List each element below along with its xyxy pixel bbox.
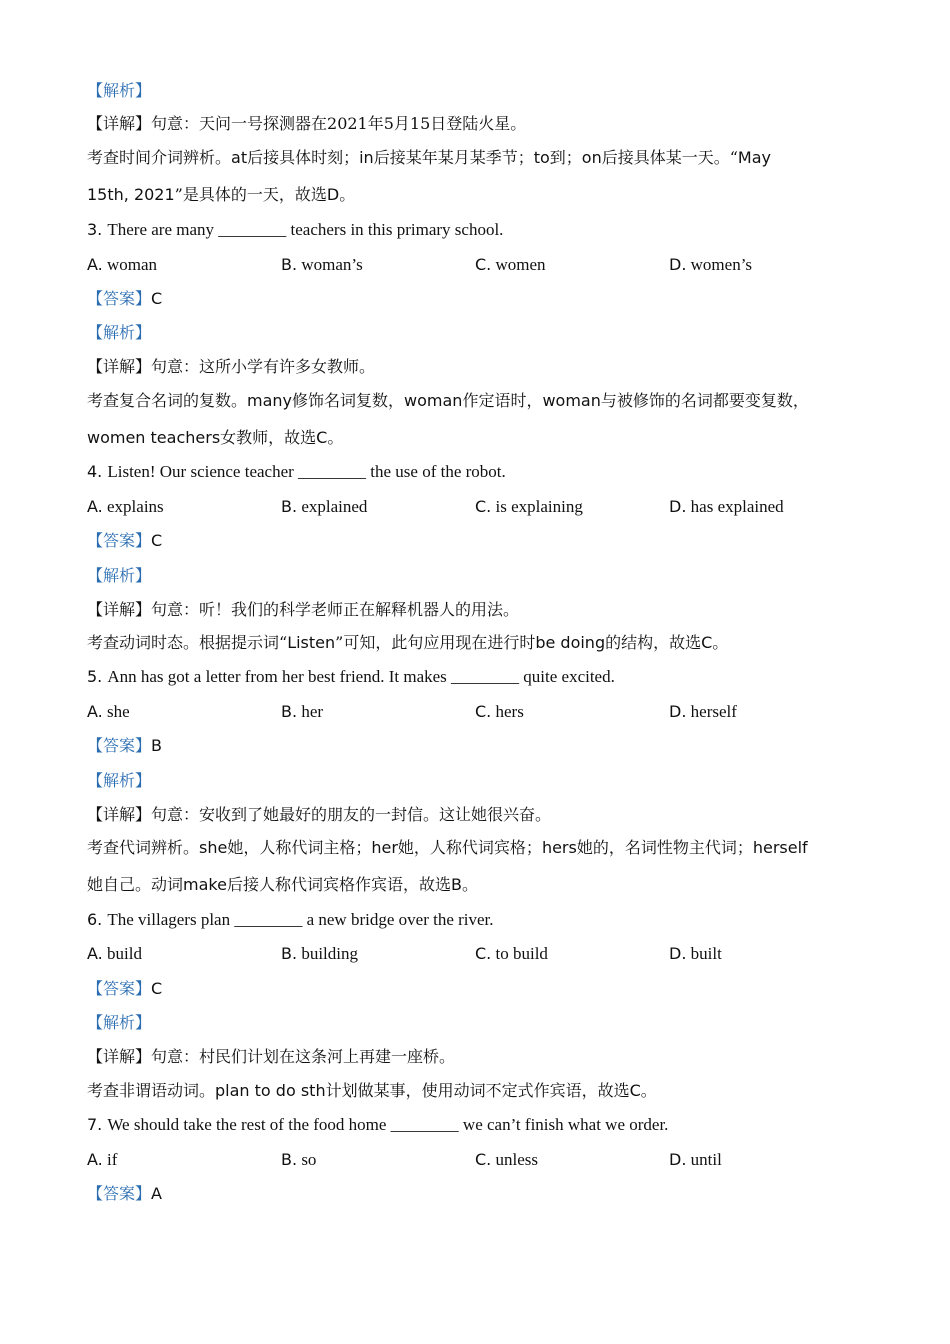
option-a [87,1150,117,1170]
option-text: is explaining [491,497,583,516]
option-text: build [102,944,142,963]
option-letter: A. [87,702,103,721]
option-letter: C. [475,1150,492,1169]
question-line [87,220,503,240]
analysis-line [87,566,151,586]
option-letter: C. [475,944,492,963]
option-text: to build [491,944,548,963]
question-line [87,462,506,482]
option-text: woman [102,255,158,274]
analysis-label: 【解析】 [87,81,152,100]
question-number: 6. [87,910,108,929]
detail-line [87,357,375,377]
option-c [475,944,548,964]
option-letter: A. [87,497,103,516]
analysis-label: 【解析】 [87,771,152,790]
option-text: explained [297,497,368,516]
explanation-text: women teachers女教师，故选C。 [87,428,344,447]
explanation-text: 考查非谓语动词。plan to do sth计划做某事，使用动词不定式作宾语，故选C。 [87,1081,657,1100]
option-d [669,255,752,275]
explanation-text: 考查时间介词辨析。at后接具体时刻；in后接某年某月某季节；to到；on后接具体某一天。“May [87,148,771,167]
option-a [87,944,142,964]
option-text: so [297,1150,317,1169]
option-b [281,944,358,964]
option-c [475,1150,538,1170]
option-letter: B. [281,1150,298,1169]
detail-text: 句意：这所小学有许多女教师。 [151,357,376,376]
option-letter: C. [475,702,492,721]
option-text: if [102,1150,118,1169]
option-letter: D. [669,497,687,516]
answer-label: 【答案】 [87,289,152,308]
option-letter: B. [281,255,298,274]
option-text: women’s [686,255,753,274]
answer-value: C [151,289,163,308]
detail-text: 句意：听！我们的科学老师正在解释机器人的用法。 [151,600,520,619]
option-letter: A. [87,1150,103,1169]
explanation-text: 她自己。动词make后接人称代词宾格作宾语，故选B。 [87,875,478,894]
answer-line [87,289,162,309]
analysis-label: 【解析】 [87,1013,152,1032]
question-stem: There are many ________ teachers in this primary school. [107,220,504,239]
answer-line [87,736,162,756]
question-stem: We should take the rest of the food home ________ we can’t finish what we order. [107,1115,669,1134]
note-line [87,875,478,895]
question-line [87,1115,668,1135]
note-line [87,428,343,448]
answer-value: C [151,531,163,550]
analysis-line [87,1013,151,1033]
answer-value: A [151,1184,162,1203]
option-letter: B. [281,497,298,516]
note-line [87,838,808,858]
detail-label: 【详解】 [87,357,152,376]
explanation-text: 考查动词时态。根据提示词“Listen”可知，此句应用现在进行时be doing的结构，故选C。 [87,633,729,652]
option-c [475,497,583,517]
option-text: explains [102,497,164,516]
option-letter: D. [669,944,687,963]
answer-value: B [151,736,162,755]
option-text: unless [491,1150,539,1169]
option-text: her [297,702,324,721]
detail-label: 【详解】 [87,805,152,824]
detail-line [87,114,526,134]
detail-label: 【详解】 [87,600,152,619]
option-d [669,1150,722,1170]
explanation-text: 15th, 2021”是具体的一天，故选D。 [87,185,356,204]
analysis-line [87,81,151,101]
question-number: 5. [87,667,108,686]
option-c [475,255,546,275]
analysis-line [87,323,151,343]
answer-label: 【答案】 [87,531,152,550]
option-text: built [686,944,722,963]
explanation-text: 考查代词辨析。she她，人称代词主格；her她，人称代词宾格；hers她的，名词性物主代词；herself [87,838,808,857]
option-c [475,702,524,722]
note-line [87,391,809,411]
option-letter: D. [669,1150,687,1169]
option-letter: B. [281,702,298,721]
question-stem: The villagers plan ________ a new bridge over the river. [107,910,494,929]
option-text: until [686,1150,722,1169]
option-letter: D. [669,702,687,721]
option-text: herself [686,702,737,721]
question-line [87,910,494,930]
question-stem: Ann has got a letter from her best friend. It makes ________ quite excited. [107,667,615,686]
question-stem: Listen! Our science teacher ________ the use of the robot. [107,462,506,481]
option-a [87,702,130,722]
answer-line [87,1184,162,1204]
option-text: has explained [686,497,784,516]
option-letter: C. [475,255,492,274]
answer-value: C [151,979,163,998]
option-text: hers [491,702,524,721]
detail-label: 【详解】 [87,1047,152,1066]
option-letter: B. [281,944,298,963]
answer-label: 【答案】 [87,979,152,998]
answer-label: 【答案】 [87,736,152,755]
question-number: 7. [87,1115,108,1134]
option-b [281,497,367,517]
option-letter: C. [475,497,492,516]
option-text: women [491,255,546,274]
question-number: 3. [87,220,108,239]
option-text: she [102,702,130,721]
detail-text: 句意：天问一号探测器在2021年5月15日登陆火星。 [151,114,527,133]
detail-label: 【详解】 [87,114,152,133]
detail-line [87,805,551,825]
detail-line [87,1047,455,1067]
detail-text: 句意：村民们计划在这条河上再建一座桥。 [151,1047,456,1066]
option-letter: A. [87,255,103,274]
option-d [669,702,737,722]
note-line [87,148,771,168]
question-line [87,667,615,687]
option-letter: A. [87,944,103,963]
note-line [87,185,355,205]
detail-line [87,600,519,620]
analysis-label: 【解析】 [87,566,152,585]
option-d [669,497,784,517]
answer-line [87,979,162,999]
detail-text: 句意：安收到了她最好的朋友的一封信。这让她很兴奋。 [151,805,552,824]
question-number: 4. [87,462,108,481]
note-line [87,633,728,653]
option-b [281,1150,316,1170]
explanation-text: 考查复合名词的复数。many修饰名词复数，woman作定语时，woman与被修饰的名词都要变复数， [87,391,809,410]
option-a [87,255,157,275]
option-d [669,944,722,964]
option-letter: D. [669,255,687,274]
answer-label: 【答案】 [87,1184,152,1203]
option-text: building [297,944,358,963]
option-b [281,702,323,722]
option-text: woman’s [297,255,363,274]
option-b [281,255,363,275]
option-a [87,497,164,517]
answer-line [87,531,162,551]
note-line [87,1081,657,1101]
analysis-line [87,771,151,791]
analysis-label: 【解析】 [87,323,152,342]
